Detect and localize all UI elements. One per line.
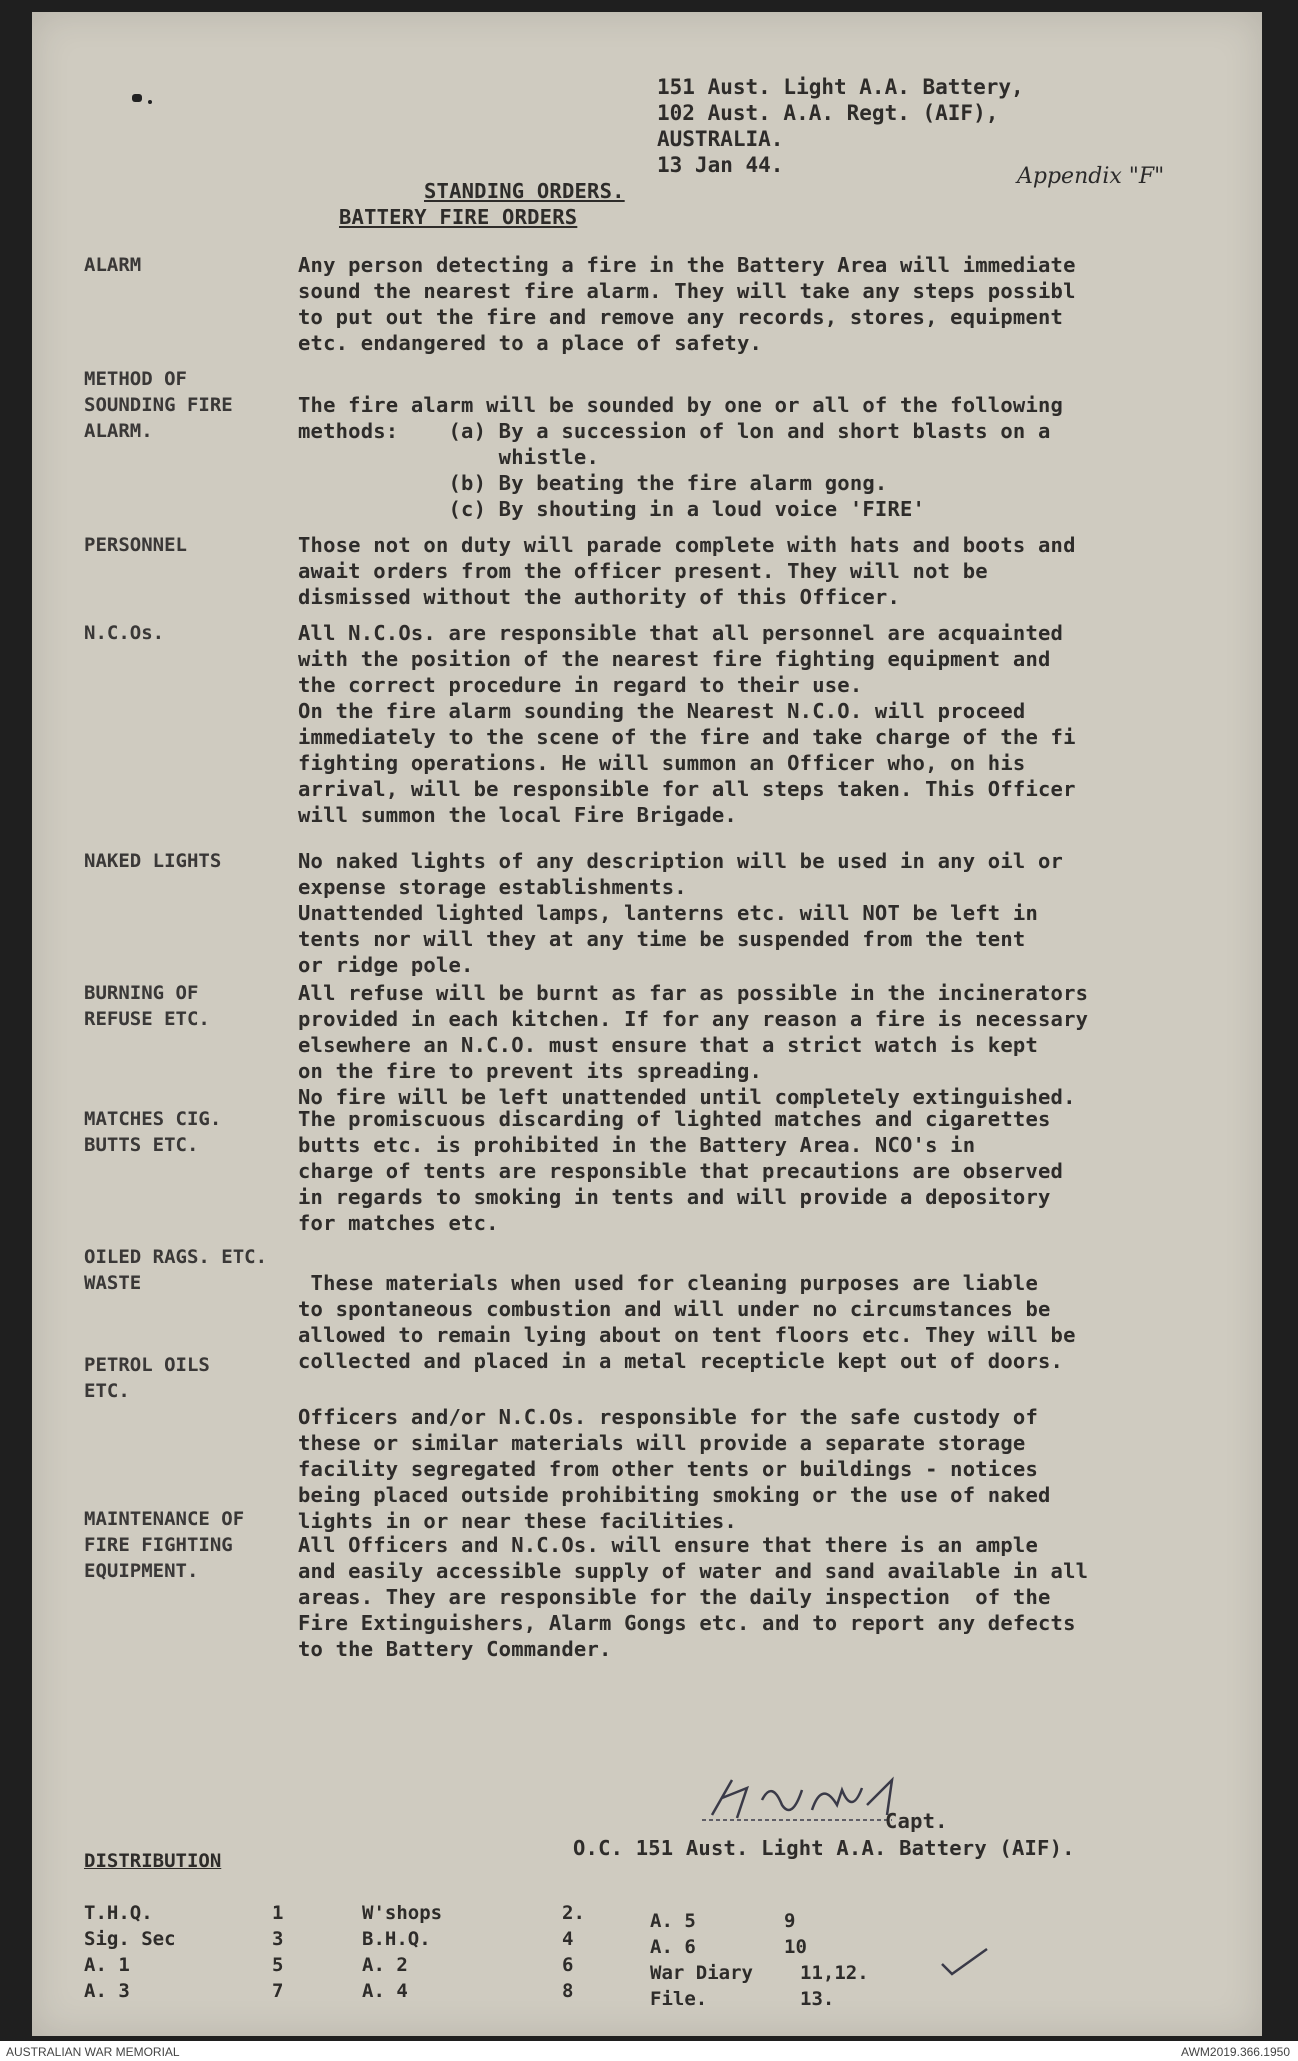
distribution-recipient: A. 1 xyxy=(84,1954,130,1976)
section-label: EQUIPMENT. xyxy=(84,1560,199,1582)
distribution-copy-number: 4 xyxy=(562,1928,574,1950)
distribution-copy-number: 11,12. xyxy=(800,1962,869,1984)
section-text-line: and easily accessible supply of water and sand available in all xyxy=(298,1559,1089,1583)
distribution-copy-number: 8 xyxy=(562,1980,574,2002)
document-page xyxy=(32,12,1262,2036)
section-text-line: allowed to remain lying about on tent floors etc. They will be xyxy=(298,1323,1076,1347)
section-label: OILED RAGS. ETC. xyxy=(84,1246,268,1268)
distribution-copy-number: 6 xyxy=(562,1954,574,1976)
distribution-recipient: A. 5 xyxy=(650,1910,696,1932)
distribution-recipient: File. xyxy=(650,1988,708,2010)
distribution-recipient: A. 3 xyxy=(84,1980,130,2002)
section-label: FIRE FIGHTING xyxy=(84,1534,233,1556)
section-text-line: to spontaneous combustion and will under no circumstances be xyxy=(298,1297,1051,1321)
distribution-recipient: A. 6 xyxy=(650,1936,696,1958)
section-text-line: Officers and/or N.C.Os. responsible for the safe custody of xyxy=(298,1405,1038,1429)
section-text-line: methods: (a) By a succession of lon and short blasts on a xyxy=(298,419,1051,443)
section-text-line: elsewhere an N.C.O. must ensure that a strict watch is kept xyxy=(298,1033,1038,1057)
section-text-line: sound the nearest fire alarm. They will take any steps possibl xyxy=(298,279,1076,303)
distribution-copy-number: 7 xyxy=(272,1980,284,2002)
footer-institution: AUSTRALIAN WAR MEMORIAL xyxy=(6,2045,180,2059)
distribution-recipient: B.H.Q. xyxy=(362,1928,431,1950)
section-text-line: (c) By shouting in a loud voice 'FIRE' xyxy=(298,497,926,521)
section-text-line: Unattended lighted lamps, lanterns etc. will NOT be left in xyxy=(298,901,1038,925)
handwritten-tick xyxy=(937,1944,997,1984)
section-label: WASTE xyxy=(84,1272,142,1294)
section-text-line: charge of tents are responsible that precautions are observed xyxy=(298,1159,1064,1183)
section-text-line: these or similar materials will provide a separate storage xyxy=(298,1431,1026,1455)
distribution-copy-number: 3 xyxy=(272,1928,284,1950)
section-text-line: These materials when used for cleaning purposes are liable xyxy=(298,1271,1038,1295)
section-text-line: The fire alarm will be sounded by one or all of the following xyxy=(298,393,1064,417)
address-line: 102 Aust. A.A. Regt. (AIF), xyxy=(657,101,999,125)
section-label: ALARM. xyxy=(84,420,153,442)
title-battery-fire-orders: BATTERY FIRE ORDERS xyxy=(339,205,578,229)
section-text-line: etc. endangered to a place of safety. xyxy=(298,331,763,355)
distribution-recipient: Sig. Sec xyxy=(84,1928,176,1950)
archive-footer xyxy=(0,2041,1298,2061)
section-text-line: immediately to the scene of the fire and take charge of the fi xyxy=(298,725,1076,749)
section-label: PETROL OILS xyxy=(84,1354,210,1376)
section-text-line: with the position of the nearest fire fighting equipment and xyxy=(298,647,1051,671)
section-text-line: facility segregated from other tents or buildings - notices xyxy=(298,1457,1038,1481)
section-text-line: All refuse will be burnt as far as possible in the incinerators xyxy=(298,981,1089,1005)
distribution-copy-number: 10 xyxy=(784,1936,807,1958)
section-label: REFUSE ETC. xyxy=(84,1008,210,1030)
distribution-recipient: W'shops xyxy=(362,1902,443,1924)
section-text-line: On the fire alarm sounding the Nearest N.C.O. will proceed xyxy=(298,699,1026,723)
section-label: BURNING OF xyxy=(84,982,199,1004)
section-text-line: Fire Extinguishers, Alarm Gongs etc. and to report any defects xyxy=(298,1611,1076,1635)
section-text-line: All Officers and N.C.Os. will ensure that there is an ample xyxy=(298,1533,1038,1557)
section-text-line: expense storage establishments. xyxy=(298,875,687,899)
ink-speck xyxy=(132,94,142,102)
footer-accession-number: AWM2019.366.1950 xyxy=(1181,2045,1290,2059)
section-text-line: being placed outside prohibiting smoking or the use of naked xyxy=(298,1483,1051,1507)
appendix-annotation: Appendix "F" xyxy=(1017,164,1165,189)
section-text-line: to put out the fire and remove any records, stores, equipment xyxy=(298,305,1064,329)
section-text-line: will summon the local Fire Brigade. xyxy=(298,803,737,827)
section-text-line: No naked lights of any description will be used in any oil or xyxy=(298,849,1064,873)
distribution-copy-number: 1 xyxy=(272,1902,284,1924)
signature-rank: Capt. xyxy=(885,1809,948,1833)
section-text-line: tents nor will they at any time be suspended from the tent xyxy=(298,927,1026,951)
section-text-line: await orders from the officer present. They will not be xyxy=(298,559,988,583)
section-label: ALARM xyxy=(84,254,142,276)
section-text-line: to the Battery Commander. xyxy=(298,1637,612,1661)
section-text-line: dismissed without the authority of this Officer. xyxy=(298,585,901,609)
distribution-copy-number: 13. xyxy=(800,1988,835,2010)
section-label: N.C.Os. xyxy=(84,622,165,644)
section-text-line: (b) By beating the fire alarm gong. xyxy=(298,471,888,495)
section-label: NAKED LIGHTS xyxy=(84,850,222,872)
section-text-line: fighting operations. He will summon an Officer who, on his xyxy=(298,751,1026,775)
section-text-line: All N.C.Os. are responsible that all personnel are acquainted xyxy=(298,621,1064,645)
distribution-copy-number: 9 xyxy=(784,1910,796,1932)
section-text-line: on the fire to prevent its spreading. xyxy=(298,1059,763,1083)
section-text-line: in regards to smoking in tents and will provide a depository xyxy=(298,1185,1051,1209)
address-line: AUSTRALIA. xyxy=(657,127,784,151)
section-text-line: No fire will be left unattended until completely extinguished. xyxy=(298,1085,1076,1109)
title-standing-orders: STANDING ORDERS. xyxy=(424,179,625,203)
section-label: SOUNDING FIRE xyxy=(84,394,233,416)
section-label: BUTTS ETC. xyxy=(84,1134,199,1156)
distribution-recipient: War Diary xyxy=(650,1962,753,1984)
section-label: MAINTENANCE OF xyxy=(84,1508,245,1530)
section-text-line: provided in each kitchen. If for any reason a fire is necessary xyxy=(298,1007,1089,1031)
distribution-heading: DISTRIBUTION xyxy=(84,1850,222,1872)
section-text-line: for matches etc. xyxy=(298,1211,499,1235)
distribution-recipient: T.H.Q. xyxy=(84,1902,153,1924)
section-text-line: The promiscuous discarding of lighted matches and cigarettes xyxy=(298,1107,1051,1131)
ink-speck xyxy=(148,100,152,104)
section-label: METHOD OF xyxy=(84,368,187,390)
section-label: PERSONNEL xyxy=(84,534,187,556)
section-text-line: Any person detecting a fire in the Battery Area will immediate xyxy=(298,253,1076,277)
section-text-line: arrival, will be responsible for all steps taken. This Officer xyxy=(298,777,1076,801)
section-text-line: or ridge pole. xyxy=(298,953,474,977)
section-text-line: whistle. xyxy=(298,445,600,469)
section-label: MATCHES CIG. xyxy=(84,1108,222,1130)
distribution-copy-number: 2. xyxy=(562,1902,585,1924)
section-text-line: butts etc. is prohibited in the Battery Area. NCO's in xyxy=(298,1133,976,1157)
distribution-recipient: A. 2 xyxy=(362,1954,408,1976)
distribution-recipient: A. 4 xyxy=(362,1980,408,2002)
section-label: ETC. xyxy=(84,1380,130,1402)
section-text-line: Those not on duty will parade complete with hats and boots and xyxy=(298,533,1076,557)
address-line: 151 Aust. Light A.A. Battery, xyxy=(657,75,1024,99)
signature-title: O.C. 151 Aust. Light A.A. Battery (AIF). xyxy=(573,1836,1075,1860)
section-text-line: the correct procedure in regard to their use. xyxy=(298,673,863,697)
distribution-copy-number: 5 xyxy=(272,1954,284,1976)
section-text-line: areas. They are responsible for the daily inspection of the xyxy=(298,1585,1051,1609)
address-line: 13 Jan 44. xyxy=(657,153,784,177)
section-text-line: lights in or near these facilities. xyxy=(298,1509,737,1533)
section-text-line: collected and placed in a metal recepticle kept out of doors. xyxy=(298,1349,1064,1373)
